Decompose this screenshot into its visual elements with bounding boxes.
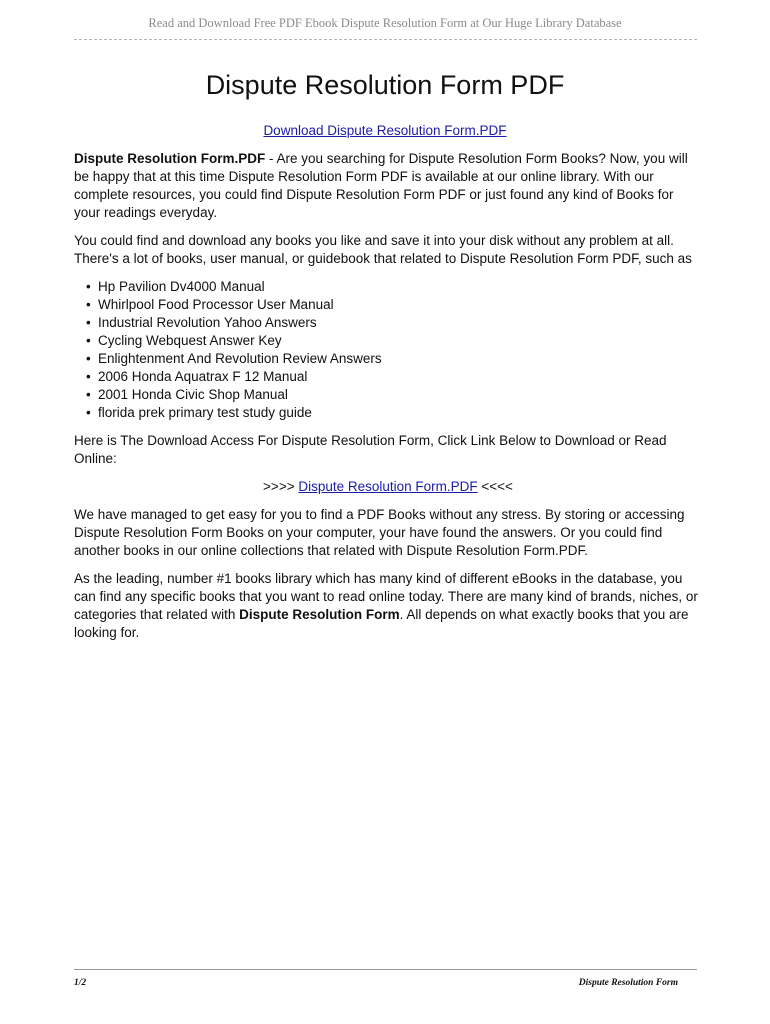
intro-paragraph	[74, 150, 702, 222]
bullet-glyph: •	[86, 351, 91, 366]
list-item: • Whirlpool Food Processor User Manual	[86, 297, 334, 312]
list-item: • Cycling Webquest Answer Key	[86, 333, 282, 348]
list-item: • Industrial Revolution Yahoo Answers	[86, 315, 317, 330]
paragraph-3: Here is The Download Access For Dispute Resolution Form, Click Link Below to Download or Read Online:	[74, 433, 667, 466]
page-number: 1/2	[74, 978, 87, 988]
header-divider	[74, 39, 697, 40]
document-body	[74, 150, 702, 652]
paragraph-4: We have managed to get easy for you to find a PDF Books without any stress. By storing or accessing Dispute Resolution Form Books on your computer, your have found the answers. Or you could find another books in our online collections that related with Dispute Resolution Form.PDF.	[74, 507, 685, 558]
paragraph-2: You could find and download any books you like and save it into your disk without any problem at all. There's a lot of books, user manual, or guidebook that related to Dispute Resolution Form PDF, such as	[74, 233, 692, 266]
download-link-row	[0, 123, 770, 138]
download-link[interactable]: Download Dispute Resolution Form.PDF	[263, 123, 507, 138]
page-header: Read and Download Free PDF Ebook Dispute Resolution Form at Our Huge Library Database	[148, 16, 622, 30]
access-line	[74, 478, 702, 496]
footer-title: Dispute Resolution Form	[578, 978, 678, 988]
book-list	[74, 278, 702, 422]
list-item: • 2006 Honda Aquatrax F 12 Manual	[86, 369, 308, 384]
bullet-glyph: •	[86, 369, 91, 384]
list-item: • florida prek primary test study guide	[86, 405, 312, 420]
paragraph-5-bold: Dispute Resolution Form	[239, 607, 400, 622]
list-item: • Enlightenment And Revolution Review Answers	[86, 351, 382, 366]
bullet-glyph: •	[86, 315, 91, 330]
bullet-glyph: •	[86, 387, 91, 402]
footer-divider	[74, 969, 697, 970]
bullet-glyph: •	[86, 279, 91, 294]
access-link[interactable]: Dispute Resolution Form.PDF	[298, 479, 478, 494]
page-title: Dispute Resolution Form PDF	[205, 70, 565, 100]
list-item: • 2001 Honda Civic Shop Manual	[86, 387, 288, 402]
bullet-glyph: •	[86, 405, 91, 420]
access-prefix: >>>>	[263, 479, 299, 494]
bullet-glyph: •	[86, 333, 91, 348]
list-item: • Hp Pavilion Dv4000 Manual	[86, 279, 265, 294]
intro-bold: Dispute Resolution Form.PDF	[74, 151, 266, 166]
paragraph-5: As the leading, number #1 books library which has many kind of different eBooks in the database, you can find any specific books that you want to read online today. There are many kind of brands, niches, or categories that related with Dispute Resolution Form. All depends on what exactly books that you are looking for.	[74, 571, 698, 640]
access-suffix: <<<<	[477, 479, 513, 494]
intro-text: - Are you searching for Dispute Resolution Form Books? Now, you will be happy that at this time Dispute Resolution Form PDF is available at our online library. With our complete resources, you could find Dispute Resolution Form PDF or just found any kind of Books for your readings everyday.	[74, 151, 688, 220]
bullet-glyph: •	[86, 297, 91, 312]
